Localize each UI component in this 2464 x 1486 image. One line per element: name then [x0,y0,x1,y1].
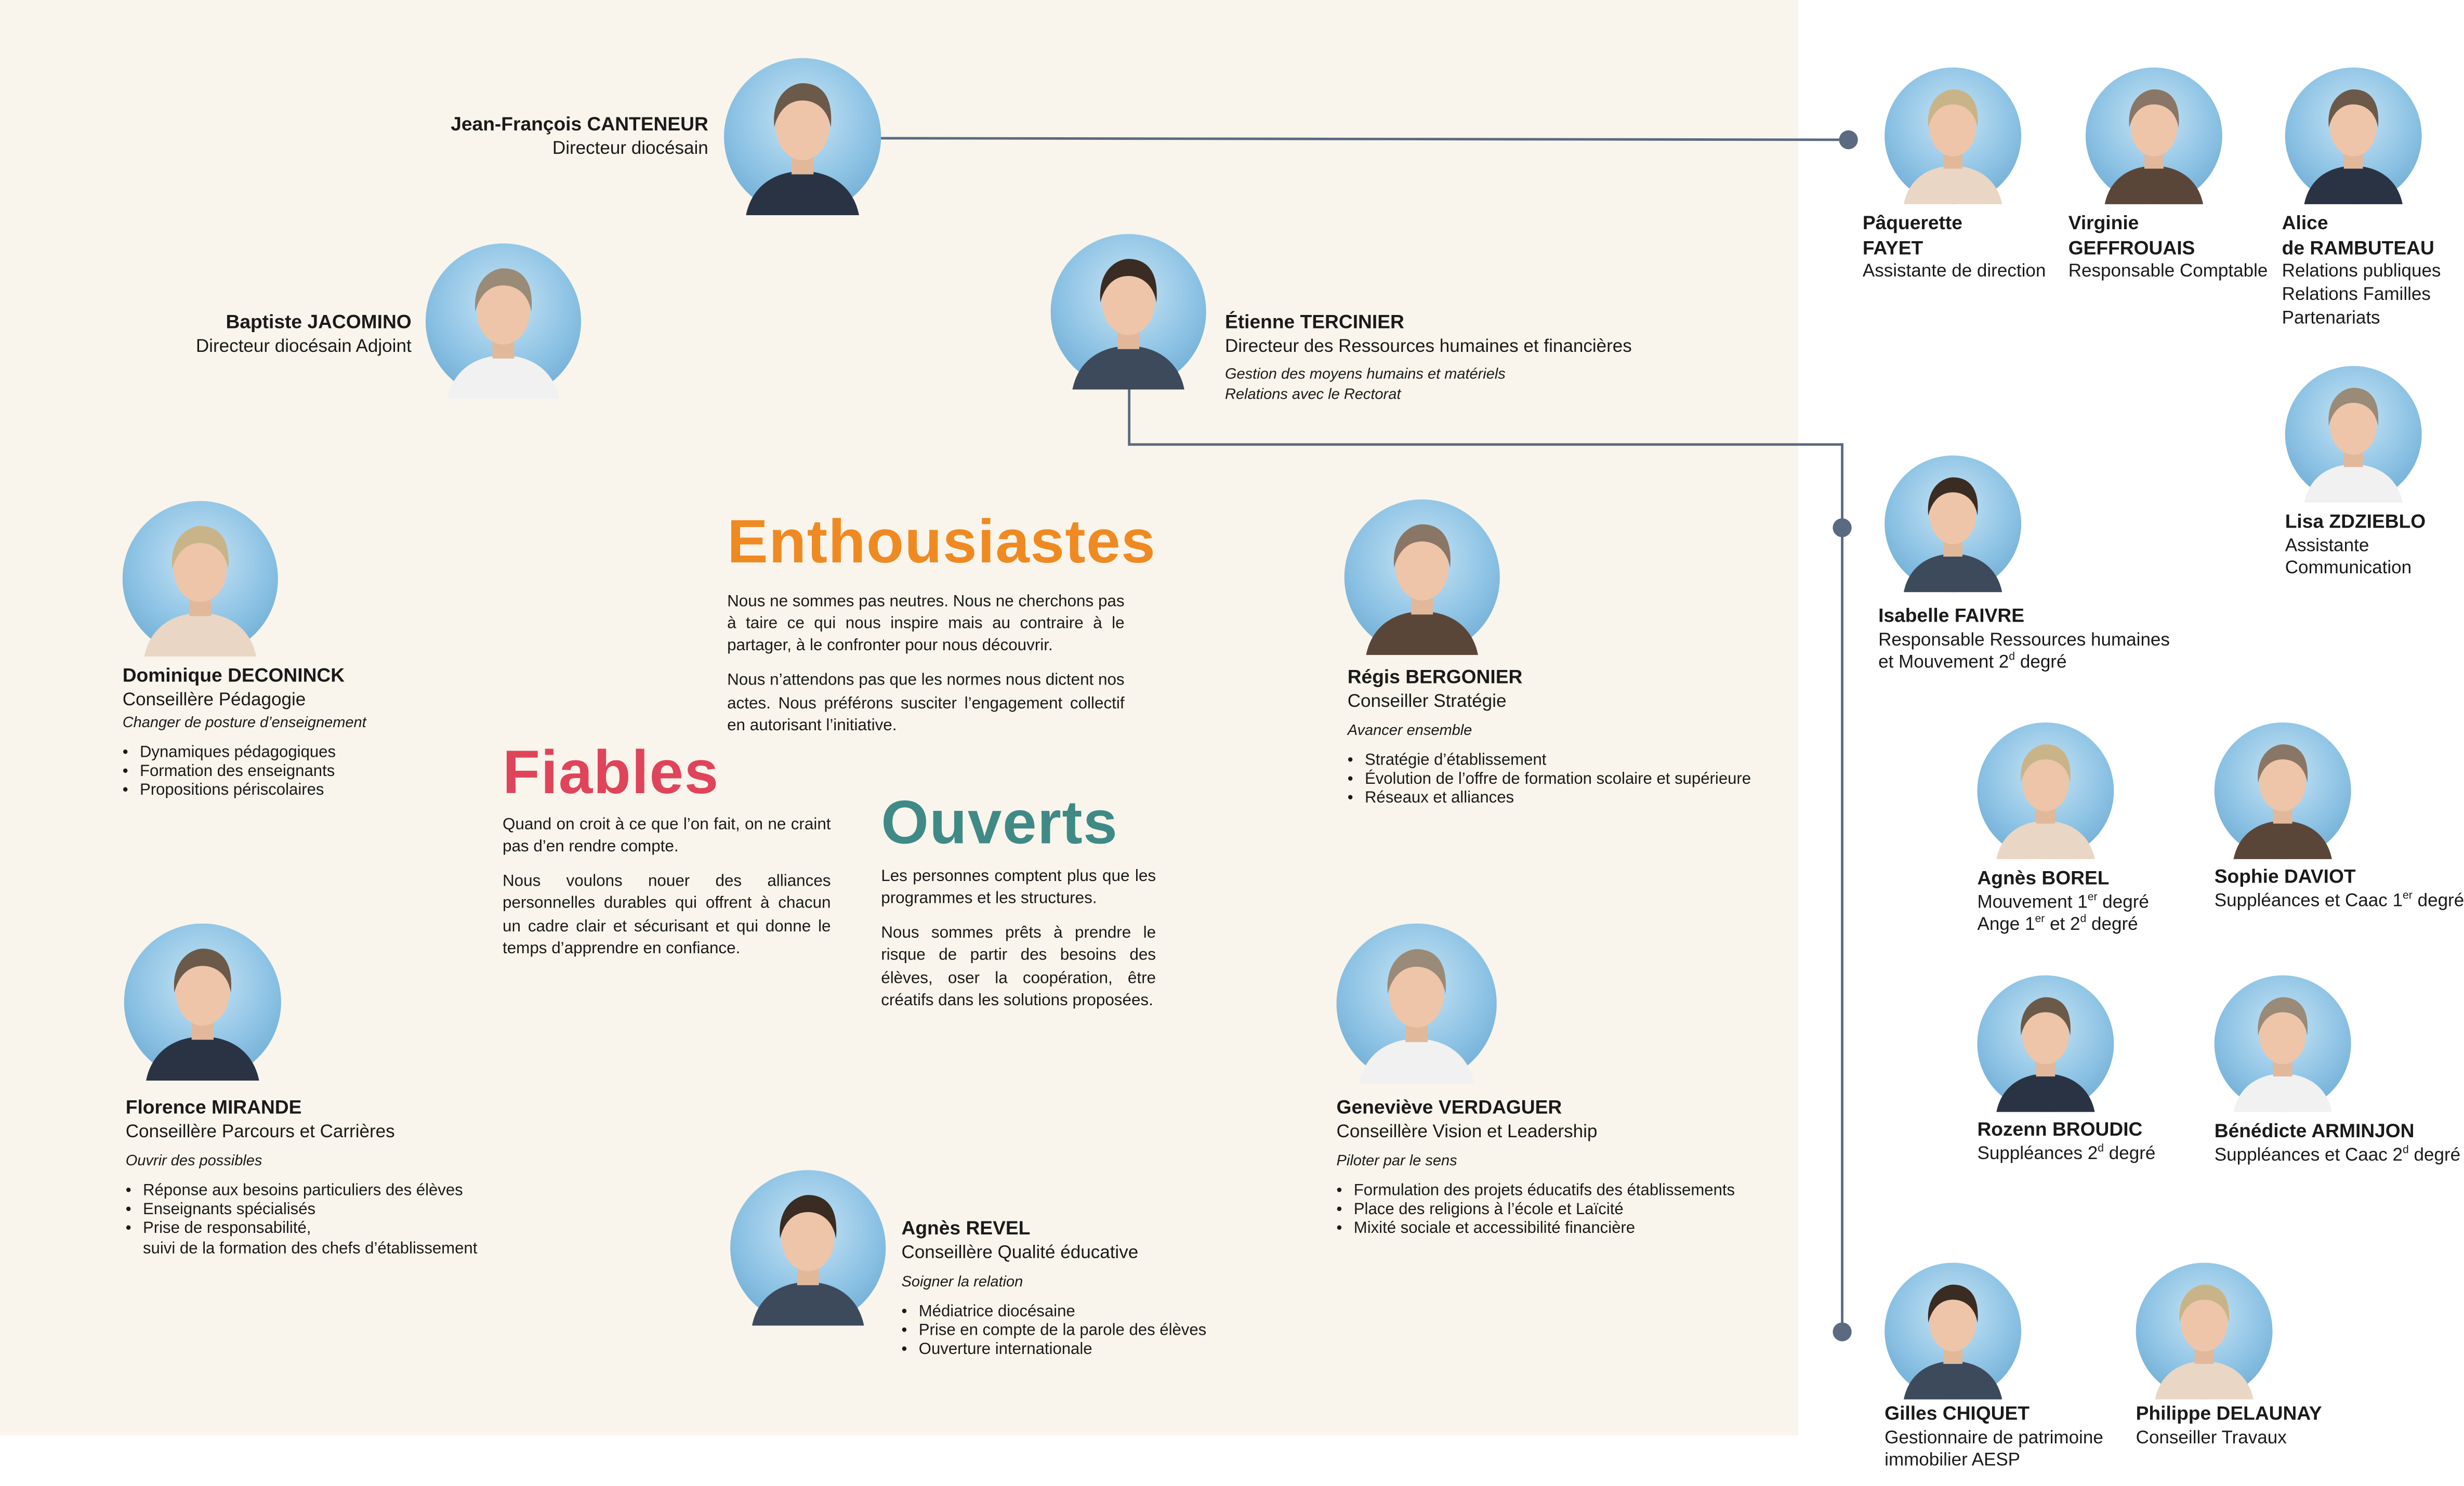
avatar-bergonier [1345,499,1500,655]
person-name: Agnès REVEL [901,1217,1031,1240]
person-name: Gilles CHIQUET [1885,1402,2030,1425]
list-item: • Place des religions à l’école et Laïcité [1337,1201,1735,1220]
portrait-silhouette [1885,455,2021,592]
connector-dot-assistants [1839,130,1858,149]
avatar-deconinck [123,501,278,656]
card-broudic [1977,1119,2155,1166]
person-motto: Changer de posture d’enseignement [122,715,366,733]
card-zdzieblo [2285,510,2426,581]
connector-canteneur [879,138,1848,140]
avatar-geffrouais [2086,68,2222,204]
avatar-delaunay [2136,1263,2273,1400]
person-name: Pâquerette [1862,212,1962,234]
card-tercinier [1225,311,1632,404]
person-name: Dominique DECONINCK [122,664,345,687]
card-revel [902,1217,1207,1361]
person-role: Communication [2285,558,2412,579]
avatar-chiquet [1885,1263,2021,1400]
person-role: et Mouvement 2$^d$ degré [1878,652,2067,673]
list-item: • Mixité sociale et accessibilité financière [1337,1221,1735,1240]
portrait-silhouette [426,243,581,399]
portrait-silhouette [1977,722,2114,859]
person-name: GEFFROUAIS [2068,236,2195,259]
mission-list [902,1303,1207,1361]
value-text-fiables [503,815,831,974]
list-item: • Ouverture internationale [902,1342,1207,1361]
portrait-silhouette [2285,366,2422,503]
person-name: Baptiste JACOMINO [226,311,412,333]
avatar-mirande [124,924,281,1081]
value-text-ouverts [881,867,1156,1025]
card-faivre [1878,604,2170,675]
avatar-fayet [1885,68,2021,204]
avatar-canteneur [724,58,881,215]
person-name: Philippe DELAUNAY [2136,1402,2322,1425]
avatar-tercinier [1051,234,1206,389]
card-chiquet [1885,1402,2103,1473]
person-name: Virginie [2068,212,2139,234]
person-role: Responsable Comptable [2068,261,2268,282]
portrait-silhouette [123,501,278,656]
avatar-zdzieblo [2285,366,2422,503]
list-item: • Formation des enseignants [123,763,366,782]
person-role: Responsable Ressources humaines [1878,629,2170,650]
list-item: • Médiatrice diocésaine [902,1303,1207,1322]
avatar-arminjon [2215,976,2351,1112]
person-role: Conseillère Qualité éducative [901,1242,1139,1263]
person-role: Conseillère Pédagogie [122,689,306,709]
list-item: • Dynamiques pédagogiques [123,744,366,763]
person-role: Conseillère Vision et Leadership [1336,1121,1598,1141]
person-role: Conseillère Parcours et Carrières [125,1121,395,1141]
portrait-silhouette [1977,976,2114,1112]
list-item: • Prise en compte de la parole des élèves [902,1322,1207,1342]
value-title-fiables: Fiables [502,740,719,808]
card-delaunay [2136,1402,2322,1450]
list-item: • Réseaux et alliances [1348,791,1751,810]
list-item: • Formulation des projets éducatifs des établissements [1337,1182,1735,1201]
person-role: Relations Familles [2282,284,2431,305]
portrait-silhouette [1345,499,1500,655]
person-motto: Ouvrir des possibles [125,1153,262,1171]
person-role: Partenariats [2282,307,2380,328]
value-paragraph: Nous sommes prêts à prendre le risque de partir des besoins des élèves, oser la coopération, être créatifs dans les solutions proposées. [881,925,1156,1010]
list-item: • Enseignants spécialisés [126,1201,478,1220]
person-role: Assistante [2285,535,2369,556]
person-role: Directeur diocésain [552,137,708,159]
mission-list [126,1182,478,1259]
person-mission: Gestion des moyens humains et matériels [1225,366,1506,384]
portrait-silhouette [1885,1263,2021,1400]
card-daviot [2215,865,2464,913]
connector-dot-faivre [1833,518,1851,537]
list-item: • Prise de responsabilité, suivi de la formation des chefs d’établissement [126,1221,478,1260]
portrait-silhouette [2215,976,2351,1112]
avatar-broudic [1977,976,2114,1112]
person-role: Relations publiques [2282,261,2441,282]
portrait-silhouette [1051,234,1206,389]
card-fayet [1863,212,2046,284]
card-arminjon [2215,1120,2460,1168]
list-item: • Évolution de l’offre de formation scolaire et supérieure [1348,771,1751,790]
portrait-silhouette [2215,722,2351,859]
person-name: Geneviève VERDAGUER [1336,1096,1562,1119]
card-canteneur [451,113,708,161]
list-item: • Propositions périscolaires [123,782,366,801]
avatar-rambuteau [2285,68,2422,204]
person-role: Gestionnaire de patrimoine [1885,1427,2103,1448]
value-paragraph: Nous ne sommes pas neutres. Nous ne cherchons pas à taire ce qui nous inspire mais au contraire à le partager, à le confronter pour nous découvrir. [727,594,1125,655]
person-name: Isabelle FAIVRE [1878,604,2025,627]
card-rambuteau [2282,212,2441,331]
mission-list [1337,1182,1735,1240]
person-role: Suppléances 2$^d$ degré [1977,1142,2156,1163]
person-role: Assistante de direction [1862,261,2046,282]
list-item: • Stratégie d’établissement [1348,752,1751,771]
card-verdaguer [1337,1096,1735,1240]
card-deconinck [123,664,366,802]
portrait-silhouette [124,924,281,1081]
person-name: Étienne TERCINIER [1225,311,1404,333]
person-name: Régis BERGONIER [1347,666,1523,688]
avatar-verdaguer [1337,924,1497,1084]
person-name: Rozenn BROUDIC [1977,1118,2143,1140]
value-paragraph: Les personnes comptent plus que les programmes et les structures. [881,869,1156,909]
value-paragraph: Nous voulons nouer des alliances personnelles durables qui offrent à chacun un cadre clair et sécurisant et qui donne le temps d’apprendre en confiance. [502,873,831,958]
card-geffrouais [2068,212,2268,284]
mission-list [1348,752,1751,810]
person-name: Agnès BOREL [1977,867,2110,889]
person-name: Jean-François CANTENEUR [451,113,708,135]
portrait-silhouette [2086,68,2222,204]
avatar-faivre [1885,455,2021,592]
person-name: FAYET [1862,236,1923,259]
avatar-daviot [2215,722,2351,859]
value-paragraph: Nous n’attendons pas que les normes nous dictent nos actes. Nous préférons susciter l’engagement collectif en autorisant l’initiative. [727,673,1125,735]
avatar-borel [1977,722,2114,859]
portrait-silhouette [2136,1263,2273,1400]
person-name: Bénédicte ARMINJON [2214,1120,2415,1142]
card-jacomino [196,311,412,359]
list-item: • Réponse aux besoins particuliers des élèves [126,1182,478,1201]
avatar-revel [730,1170,886,1325]
person-name: Lisa ZDZIEBLO [2285,510,2426,533]
person-mission: Relations avec le Rectorat [1225,385,1401,403]
card-bergonier [1348,666,1751,810]
portrait-silhouette [1337,924,1497,1084]
person-motto: Avancer ensemble [1347,723,1472,741]
person-name: de RAMBUTEAU [2282,236,2434,259]
person-motto: Piloter par le sens [1336,1153,1457,1171]
person-role: Suppléances et Caac 2$^d$ degré [2214,1144,2461,1165]
person-name: Florence MIRANDE [125,1096,302,1119]
mission-list [123,744,366,802]
person-role: Directeur diocésain Adjoint [195,335,412,356]
connector-dot-chiquet [1833,1322,1851,1341]
avatar-jacomino [426,243,581,399]
portrait-silhouette [730,1170,886,1325]
person-role: immobilier AESP [1885,1450,2021,1471]
person-role: Suppléances et Caac 1er degré [2214,890,2464,911]
person-name: Sophie DAVIOT [2214,865,2356,888]
person-role: Directeur des Ressources humaines et financières [1225,335,1632,356]
person-role: Conseiller Stratégie [1347,690,1507,711]
value-paragraph: Quand on croit à ce que l’on fait, on ne craint pas d’en rendre compte. [502,817,831,857]
card-mirande [126,1096,478,1259]
value-title-enthousiastes: Enthousiastes [727,509,1156,577]
portrait-silhouette [724,58,881,215]
person-motto: Soigner la relation [901,1274,1023,1292]
value-title-ouverts: Ouverts [881,790,1118,858]
value-text-enthousiastes [727,592,1125,751]
card-borel [1977,867,2149,938]
portrait-silhouette [2285,68,2422,204]
person-name: Alice [2282,212,2328,234]
person-role: Conseiller Travaux [2136,1427,2287,1448]
portrait-silhouette [1885,68,2021,204]
person-role: Mouvement 1er degré [1977,891,2149,912]
person-role: Ange 1er et 2$^d$ degré [1977,914,2138,935]
